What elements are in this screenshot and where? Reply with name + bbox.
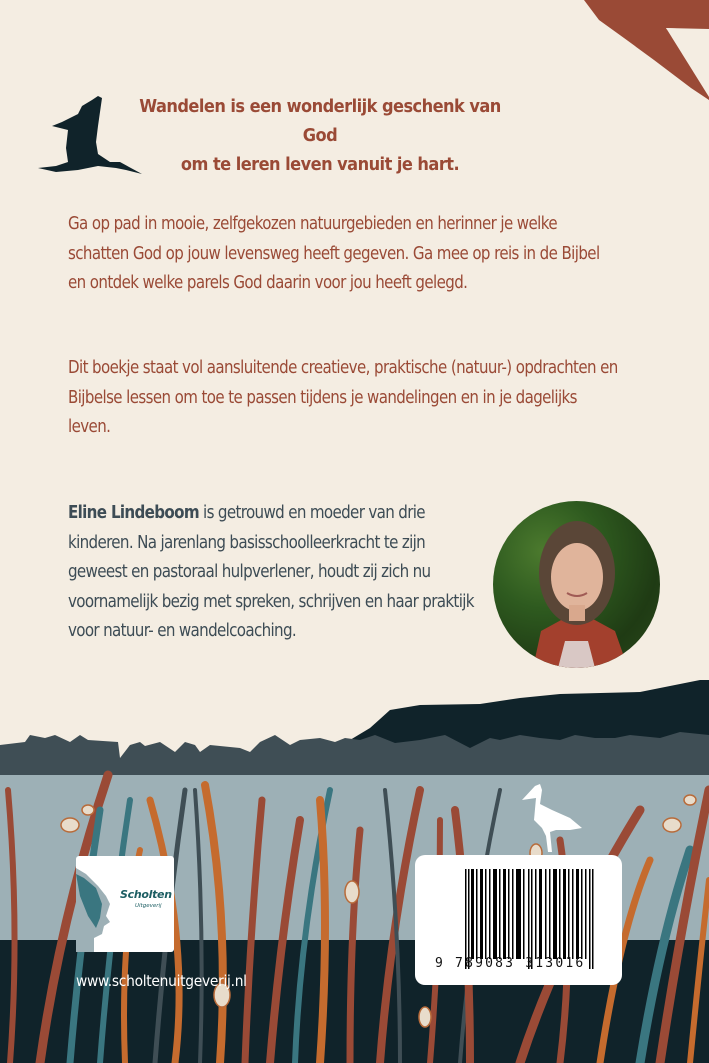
tree-branch-illustration: [559, 0, 709, 100]
tagline: [122, 92, 518, 179]
publisher-website[interactable]: www.scholtenuitgeverij.nl: [76, 972, 247, 990]
publisher-sub: Uitgeverij: [135, 903, 162, 909]
author-photo: [493, 501, 660, 668]
author-bio: [68, 498, 488, 646]
isbn-barcode: [415, 855, 622, 985]
publisher-name: Scholten: [120, 888, 172, 901]
barcode-bars-icon: [465, 869, 605, 969]
tagline-line-2: om te leren leven vanuit je hart.: [180, 154, 460, 175]
blurb-paragraph-1: Ga op pad in mooie, zelfgekozen natuurgebieden en herinner je welke schatten God op jouw levensweg heeft gegeven. Ga mee op reis in de Bijbel en ontdek welke parels God daarin voor jou heeft gelegd.: [68, 214, 600, 293]
isbn-digits: 9 789083 313016: [435, 956, 586, 971]
author-portrait-illustration: [493, 501, 660, 668]
author-name: Eline Lindeboom: [68, 502, 199, 523]
blurb-paragraph-2: Dit boekje staat vol aansluitende creatieve, praktische (natuur-) opdrachten en Bijbelse lessen om toe te passen tijdens je wandelingen en in je dagelijks leven.: [68, 358, 618, 437]
author-bio-text: is getrouwd en moeder van drie kinderen. Na jarenlang basisschoolleerkracht te zijn geweest en pastoraal hulpverlener, houdt zij zich nu voornamelijk bezig met spreken, schrijven en haar praktijk voor natuur- en wandelcoaching.: [68, 502, 474, 641]
tagline-line-1: Wandelen is een wonderlijk geschenk van God: [139, 96, 501, 146]
